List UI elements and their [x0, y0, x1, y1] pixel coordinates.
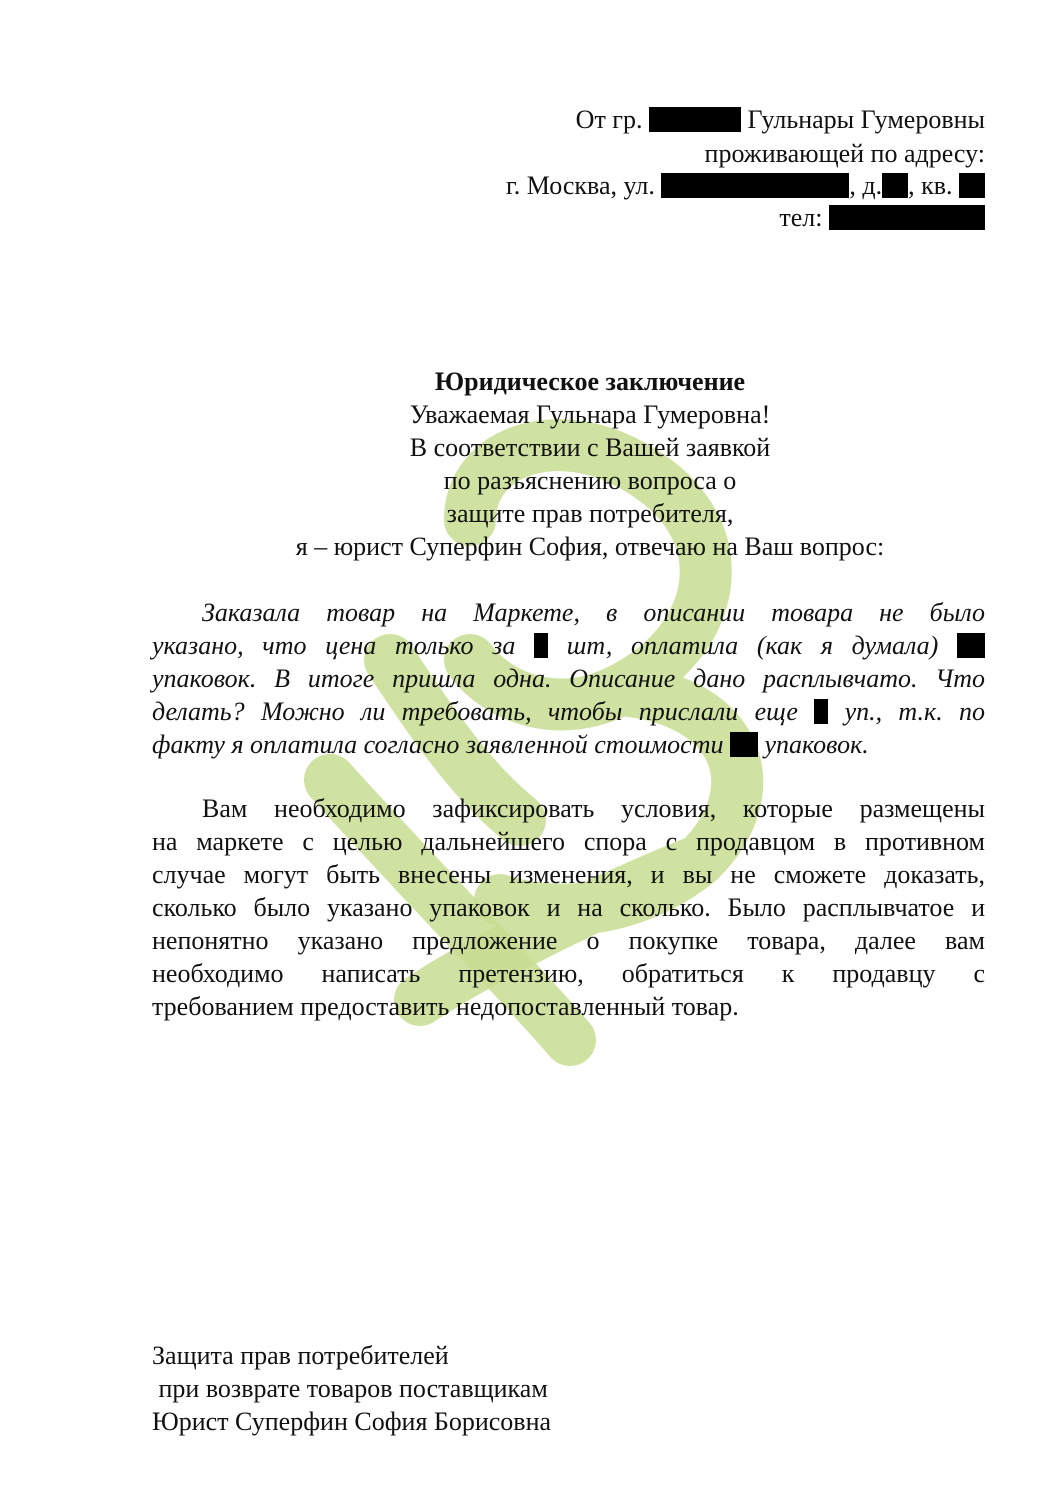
- redaction-box: [730, 732, 758, 757]
- answer-line: непонятно указано предложение о покупке товара, далее вам: [152, 926, 985, 955]
- signature-name: Юрист Суперфин София Борисовна: [152, 1407, 552, 1436]
- redaction-box: [534, 633, 548, 658]
- question-line: Заказала товар на Маркете, в описании товара не было: [202, 598, 985, 627]
- question-line: упаковок. В итоге пришла одна. Описание дано расплывчато. Что: [152, 664, 985, 693]
- intro-line: защите прав потребителя,: [446, 499, 734, 528]
- answer-line: требованием предоставить недопоставленный товар.: [152, 992, 739, 1021]
- residing-line: проживающей по адресу:: [704, 139, 985, 168]
- answer-line: необходимо написать претензию, обратиться к продавцу с: [152, 959, 985, 988]
- intro-line: я – юрист Суперфин София, отвечаю на Ваш вопрос:: [295, 532, 885, 561]
- address-line: г. Москва, ул. , д. , кв.: [506, 170, 985, 202]
- answer-line: случае могут быть внесены изменения, и вы не сможете доказать,: [152, 860, 985, 889]
- sender-line: От гр. Гульнары Гумеровны: [575, 105, 985, 134]
- signature-line: при возврате товаров поставщикам: [152, 1374, 548, 1403]
- phone-line: тел:: [779, 202, 985, 234]
- client-question: [152, 596, 985, 761]
- redaction-box: [649, 107, 741, 132]
- redaction-box: [829, 205, 985, 230]
- redaction-box: [661, 173, 849, 198]
- redaction-box: [814, 699, 828, 724]
- redaction-box: [882, 173, 908, 198]
- intro-line: по разъяснению вопроса о: [443, 466, 737, 495]
- question-line: факту я оплатила согласно заявленной стоимости упаковок.: [152, 730, 869, 759]
- document-title: Юридическое заключение: [434, 367, 746, 396]
- greeting: Уважаемая Гульнара Гумеровна!: [409, 400, 771, 429]
- answer-line: Вам необходимо зафиксировать условия, которые размещены: [202, 794, 985, 823]
- answer-line: сколько было указано упаковок и на сколько. Было расплывчатое и: [152, 893, 985, 922]
- answer-line: на маркете с целью дальнейшего спора с продавцом в противном: [152, 827, 985, 856]
- redaction-box: [959, 173, 985, 198]
- question-line: делать? Можно ли требовать, чтобы прислали еще уп., т.к. по: [152, 697, 986, 726]
- signature-line: Защита прав потребителей: [152, 1341, 449, 1370]
- intro-line: В соответствии с Вашей заявкой: [409, 433, 771, 462]
- question-line: указано, что цена только за шт, оплатила (как я думала): [152, 629, 985, 662]
- redaction-box: [957, 633, 985, 658]
- lawyer-answer: [152, 792, 985, 1023]
